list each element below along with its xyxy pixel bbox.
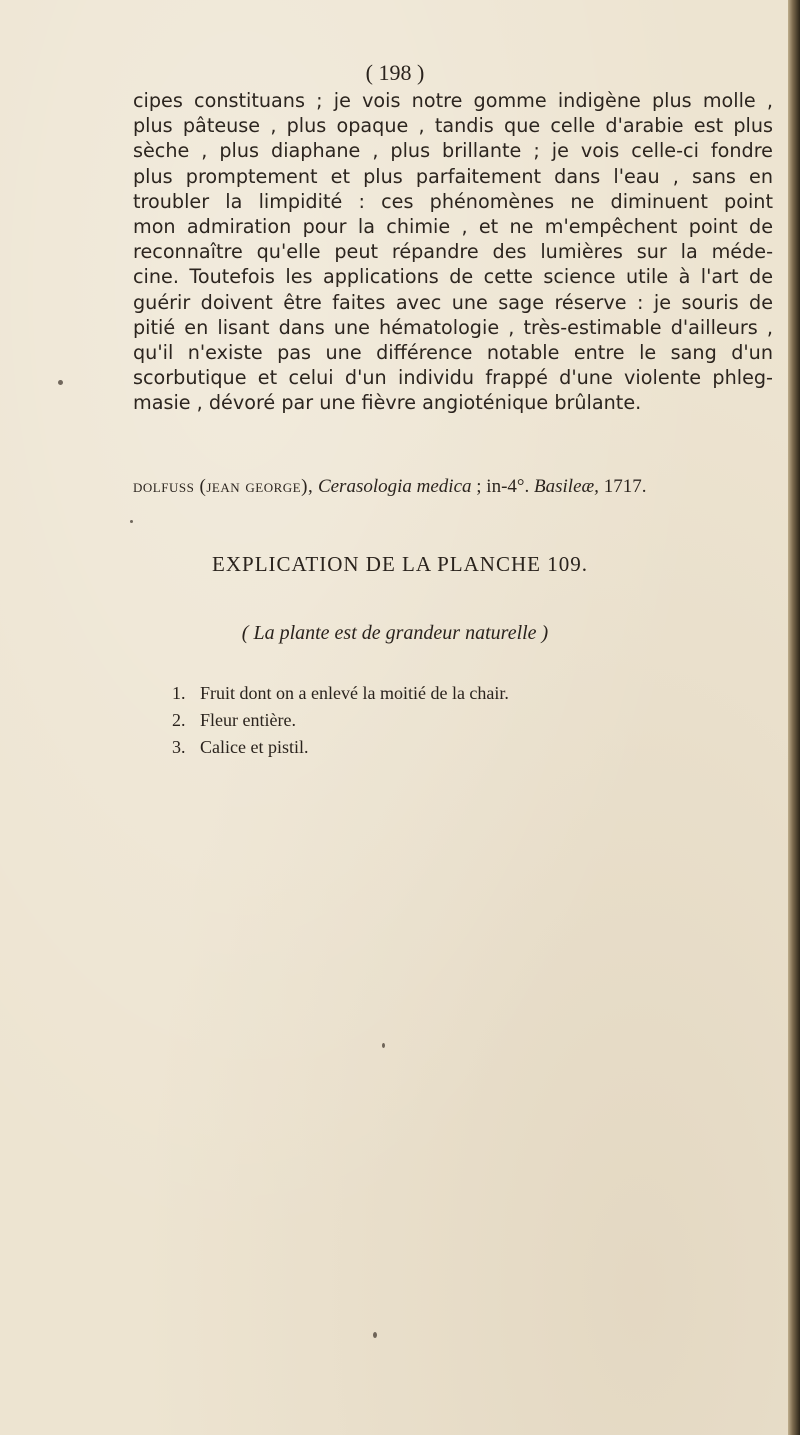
plate-note: ( La plante est de grandeur naturelle ) bbox=[241, 622, 549, 644]
body-paragraph bbox=[133, 88, 773, 416]
text-line: qu'il n'existe pas une différence notable entre le sang d'un bbox=[133, 341, 773, 365]
plate-legend bbox=[172, 680, 672, 761]
legend-item bbox=[172, 707, 672, 734]
text-line: mon admiration pour la chimie , et ne m'empêchent point de bbox=[133, 215, 773, 239]
text-line: masie , dévoré par une fièvre angioténique brûlante. bbox=[133, 391, 642, 415]
legend-item bbox=[172, 734, 672, 761]
reference-title: Cerasologia medica bbox=[317, 476, 472, 497]
bibliographic-reference bbox=[133, 476, 773, 498]
text-line: pitié en lisant dans une hématologie , très-estimable d'ailleurs , bbox=[133, 315, 773, 339]
reference-format: ; in-4°. bbox=[476, 476, 530, 497]
scan-speck bbox=[58, 380, 63, 385]
reference-place: Basileæ, bbox=[534, 476, 599, 497]
scan-speck bbox=[130, 520, 133, 523]
text-line: sèche , plus diaphane , plus brillante ; je vois celle-ci fondre bbox=[133, 139, 773, 163]
text-line: plus pâteuse , plus opaque , tandis que celle d'arabie est plus bbox=[133, 114, 773, 138]
legend-text: Calice et pistil. bbox=[200, 737, 309, 757]
text-line: cine. Toutefois les applications de cette science utile à l'art de bbox=[133, 265, 773, 289]
plate-heading: EXPLICATION DE LA PLANCHE 109. bbox=[212, 552, 588, 576]
legend-number: 3. bbox=[172, 737, 186, 757]
text-line: scorbutique et celui d'un individu frappé d'une violente phleg- bbox=[133, 366, 773, 390]
scan-speck bbox=[373, 1332, 377, 1338]
legend-text: Fruit dont on a enlevé la moitié de la chair. bbox=[200, 683, 509, 703]
text-line: cipes constituans ; je vois notre gomme indigène plus molle , bbox=[133, 89, 773, 112]
reference-year: 1717. bbox=[603, 476, 647, 497]
legend-text: Fleur entière. bbox=[200, 710, 296, 730]
text-line: reconnaître qu'elle peut répandre des lumières sur la méde- bbox=[133, 240, 773, 264]
legend-item bbox=[172, 680, 672, 707]
legend-number: 1. bbox=[172, 683, 186, 703]
page-number: ( 198 ) bbox=[365, 60, 425, 85]
scan-speck bbox=[382, 1043, 385, 1048]
legend-number: 2. bbox=[172, 710, 186, 730]
reference-author: dolfuss (jean george), bbox=[133, 476, 314, 497]
page-binding-edge bbox=[788, 0, 800, 1435]
text-line: guérir doivent être faites avec une sage réserve : je souris de bbox=[133, 290, 773, 314]
text-line: troubler la limpidité : ces phénomènes ne diminuent point bbox=[133, 189, 773, 213]
text-line: plus promptement et plus parfaitement dans l'eau , sans en bbox=[133, 164, 773, 188]
